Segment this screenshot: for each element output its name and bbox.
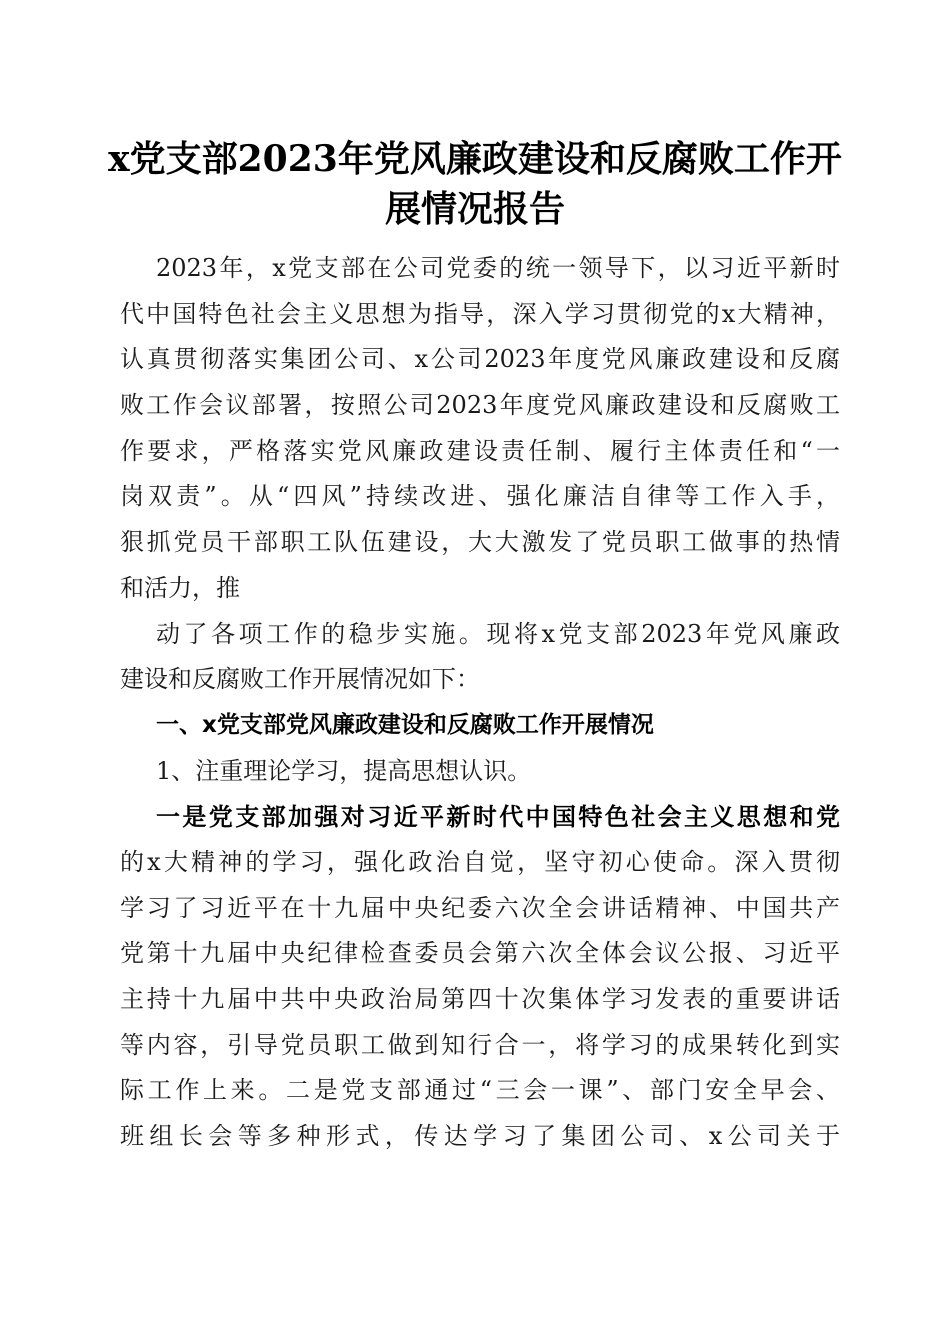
continuation-line: 动了各项工作的稳步实施。现将x党支部2023年党风廉政	[156, 619, 840, 648]
intro-line: 狠抓党员干部职工队伍建设，大大激发了党员职工做事的热情	[120, 528, 840, 557]
detail-line: 际工作上来。二是党支部通过“三会一课”、部门安全早会、	[120, 1076, 840, 1105]
detail-line: 学习了习近平在十九届中央纪委六次全会讲话精神、中国共产	[120, 893, 840, 922]
section-heading: 一、x党支部党风廉政建设和反腐败工作开展情况	[156, 711, 654, 738]
detail-line: 等内容，引导党员职工做到知行合一，将学习的成果转化到实	[120, 1030, 840, 1059]
intro-line: 岗双责”。从“四风”持续改进、强化廉洁自律等工作入手，	[120, 482, 840, 511]
detail-line: 班组长会等多种形式，传达学习了集团公司、x公司关于	[120, 1122, 840, 1151]
detail-line: 党第十九届中央纪律检查委员会第六次全体会议公报、习近平	[120, 939, 840, 968]
detail-line: 主持十九届中共中央政治局第四十次集体学习发表的重要讲话	[120, 985, 840, 1013]
title-line-2: 展情况报告	[384, 188, 565, 230]
intro-line: 2023年，x党支部在公司党委的统一领导下，以习近平新时	[156, 254, 840, 282]
intro-line: 败工作会议部署，按照公司2023年度党风廉政建设和反腐败工	[120, 391, 840, 420]
document-title	[100, 134, 850, 234]
detail-line: 的x大精神的学习，强化政治自觉，坚守初心使命。深入贯彻	[120, 847, 840, 876]
intro-line: 认真贯彻落实集团公司、x公司2023年度党风廉政建设和反腐	[120, 345, 840, 374]
intro-line: 作要求，严格落实党风廉政建设责任制、履行主体责任和“一	[120, 436, 840, 465]
subheading: 1、注重理论学习，提高思想认识。	[156, 756, 532, 785]
continuation-line: 建设和反腐败工作开展情况如下：	[120, 665, 480, 694]
detail-line: 一是党支部加强对习近平新时代中国特色社会主义思想和党	[156, 802, 840, 832]
title-line-1: x党支部2023年党风廉政建设和反腐败工作开	[108, 138, 842, 180]
document-body	[120, 246, 840, 1160]
intro-line: 和活力，推	[120, 573, 240, 602]
intro-line: 代中国特色社会主义思想为指导，深入学习贯彻党的x大精神，	[120, 299, 840, 328]
